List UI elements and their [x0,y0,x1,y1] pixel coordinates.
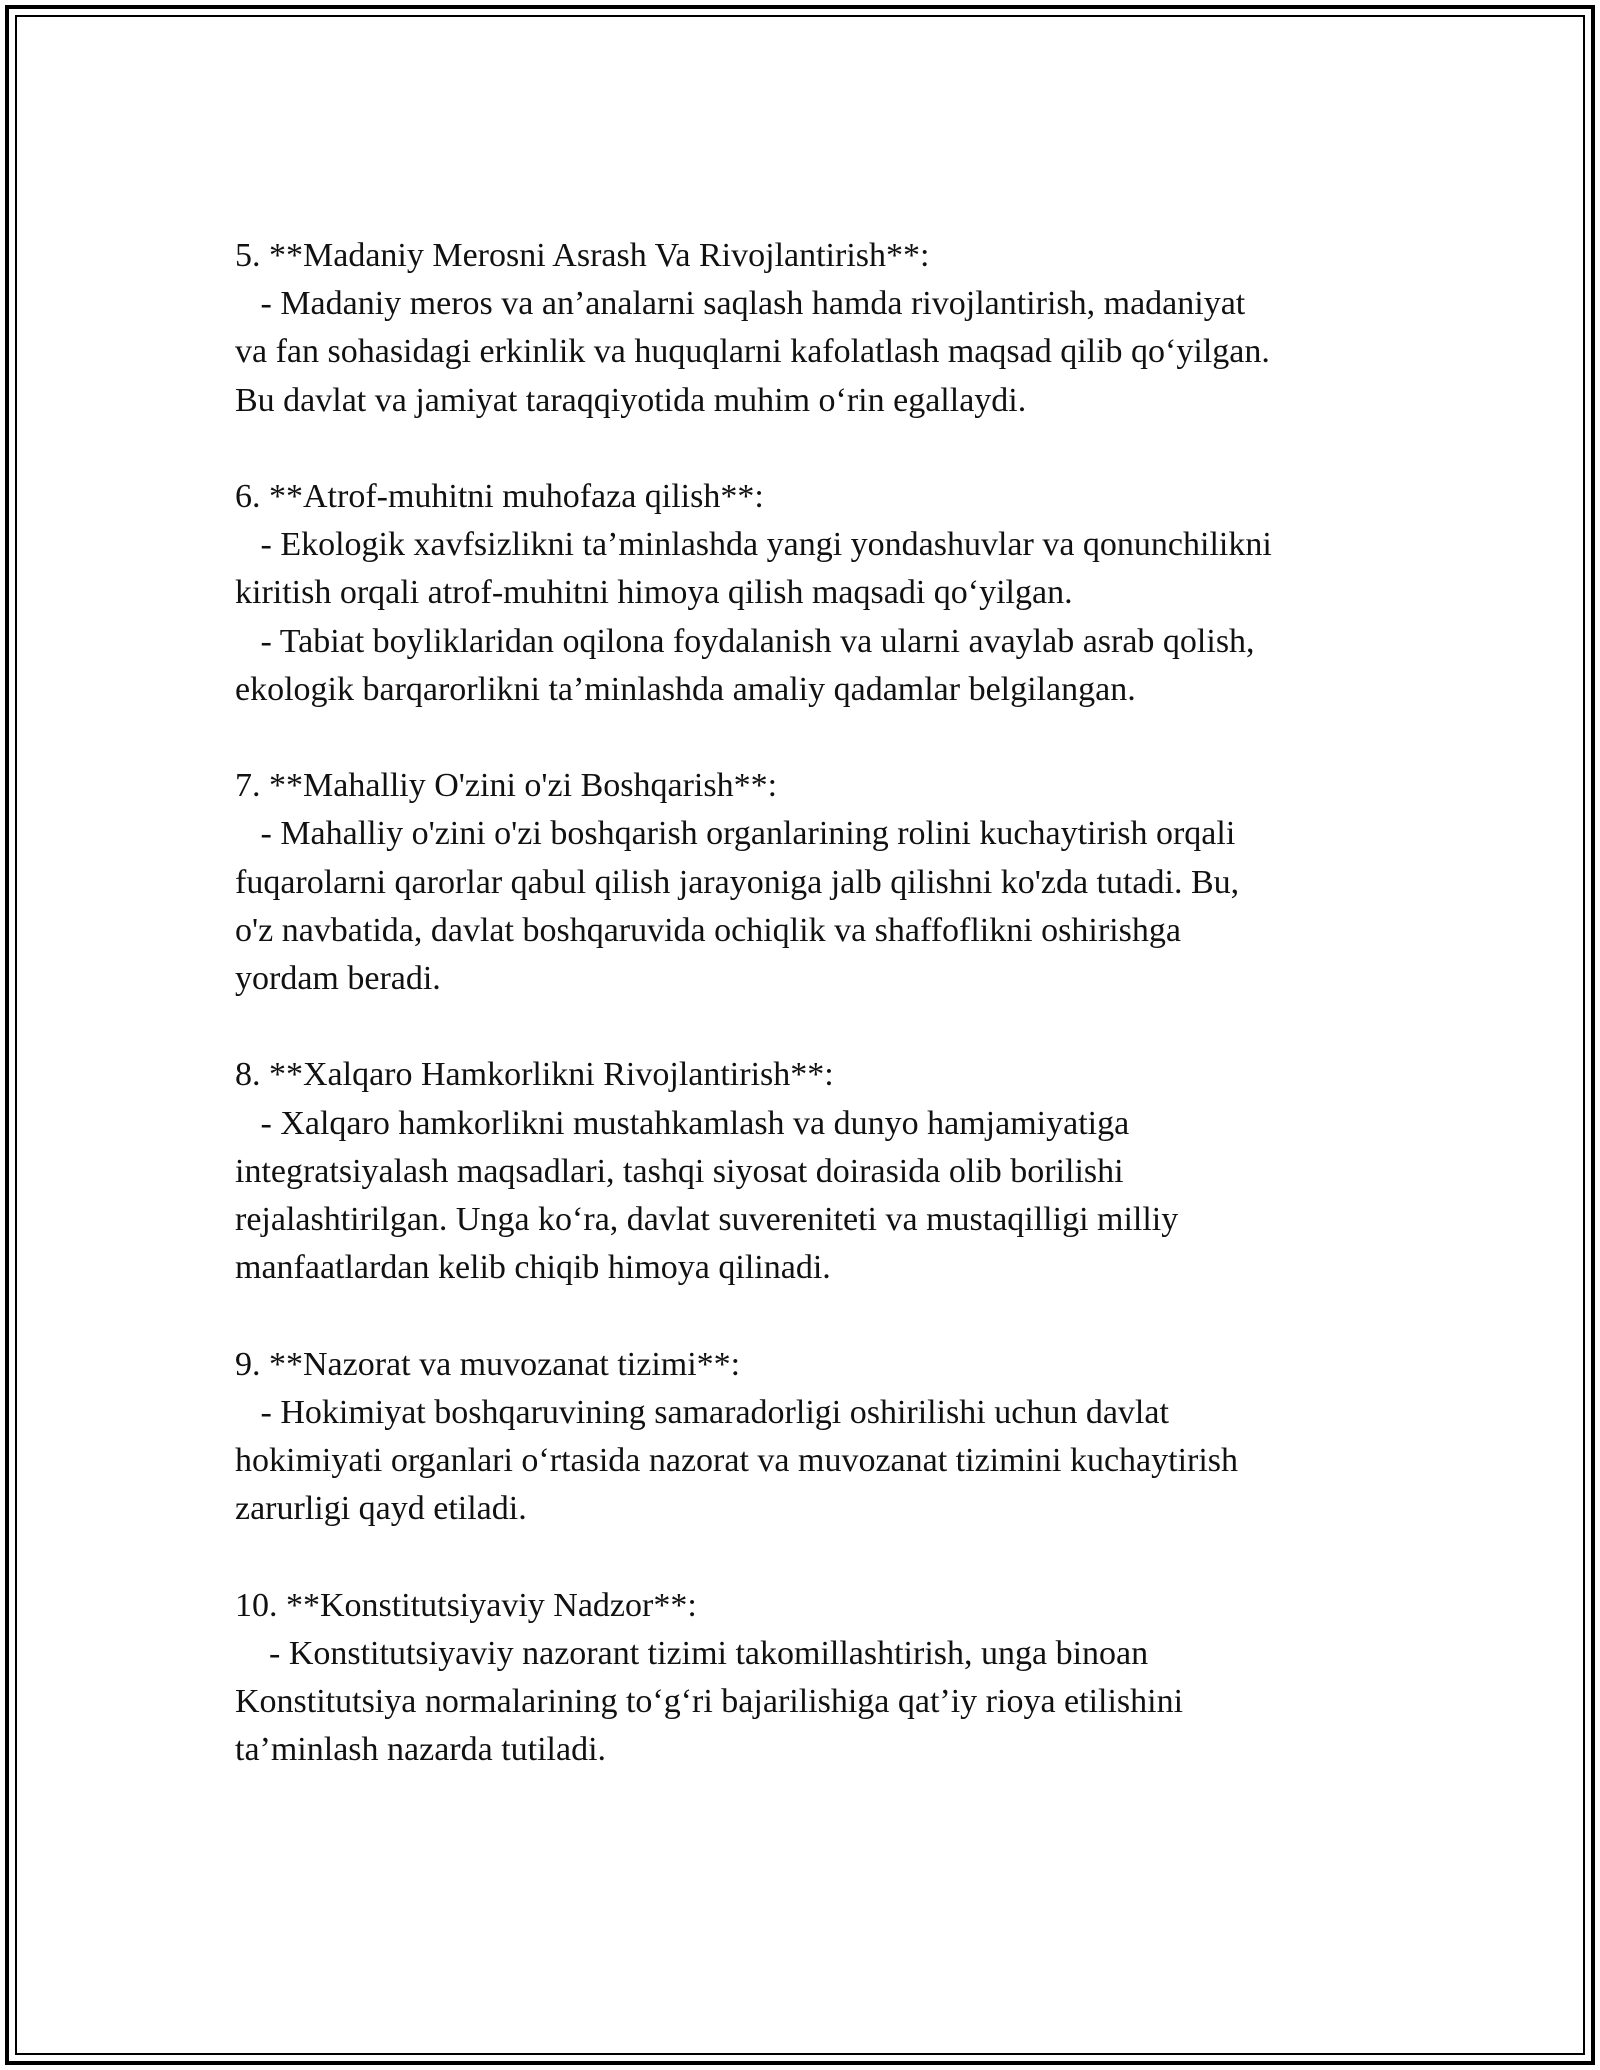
section-9 [235,1341,1395,1534]
section-heading: 5. **Madaniy Merosni Asrash Va Rivojlantirish**: [235,237,930,274]
section-line: - Tabiat boyliklaridan oqilona foydalanish va ularni avaylab asrab qolish, [235,622,1255,660]
section-line: - Madaniy meros va an’analarni saqlash hamda rivojlantirish, madaniyat [235,285,1246,323]
section-line: ta’minlash nazarda tutiladi. [235,1731,607,1769]
section-line: rejalashtirilgan. Unga ko‘ra, davlat suvereniteti va mustaqilligi milliy [235,1201,1179,1239]
section-line: zarurligi qayd etiladi. [235,1490,527,1528]
section-line: integratsiyalash maqsadlari, tashqi siyosat doirasida olib borilishi [235,1152,1124,1190]
section-7 [235,762,1395,1003]
section-line: yordam beradi. [235,960,441,998]
section-line: ekologik barqarorlikni ta’minlashda amaliy qadamlar belgilangan. [235,670,1136,708]
section-heading: 6. **Atrof-muhitni muhofaza qilish**: [235,478,764,515]
section-line: va fan sohasidagi erkinlik va huquqlarni kafolatlash maqsad qilib qo‘yilgan. [235,333,1270,371]
section-line: fuqarolarni qarorlar qabul qilish jarayoniga jalb qilishni ko'zda tutadi. Bu, [235,863,1240,901]
section-heading: 7. **Mahalliy O'zini o'zi Boshqarish**: [235,767,778,805]
section-8 [235,1051,1395,1292]
section-line: - Hokimiyat boshqaruvining samaradorligi oshirilishi uchun davlat [235,1393,1169,1431]
section-line: o'z navbatida, davlat boshqaruvida ochiqlik va shaffoflikni oshirishga [235,911,1181,949]
section-line: Konstitutsiya normalarining to‘g‘ri bajarilishiga qat’iy rioya etilishini [235,1683,1184,1721]
section-line: kiritish orqali atrof-muhitni himoya qilish maqsadi qo‘yilgan. [235,574,1073,612]
section-6 [235,473,1395,714]
document-body [235,232,1395,1823]
section-5 [235,232,1395,425]
section-line: - Ekologik xavfsizlikni ta’minlashda yangi yondashuvlar va qonunchilikni [235,526,1272,564]
section-line: manfaatlardan kelib chiqib himoya qilinadi. [235,1249,831,1287]
section-heading: 9. **Nazorat va muvozanat tizimi**: [235,1345,741,1383]
section-line: - Konstitutsiyaviy nazorant tizimi takomillashtirish, unga binoan [235,1634,1149,1672]
section-line: - Mahalliy o'zini o'zi boshqarish organlarining rolini kuchaytirish orqali [235,815,1236,853]
section-heading: 8. **Xalqaro Hamkorlikni Rivojlantirish**: [235,1056,834,1094]
section-line: hokimiyati organlari o‘rtasida nazorat va muvozanat tizimini kuchaytirish [235,1442,1239,1480]
section-line: - Xalqaro hamkorlikni mustahkamlash va dunyo hamjamiyatiga [235,1104,1130,1142]
section-line: Bu davlat va jamiyat taraqqiyotida muhim o‘rin egallaydi. [235,381,1027,419]
section-10 [235,1582,1395,1775]
section-heading: 10. **Konstitutsiyaviy Nadzor**: [235,1586,697,1624]
